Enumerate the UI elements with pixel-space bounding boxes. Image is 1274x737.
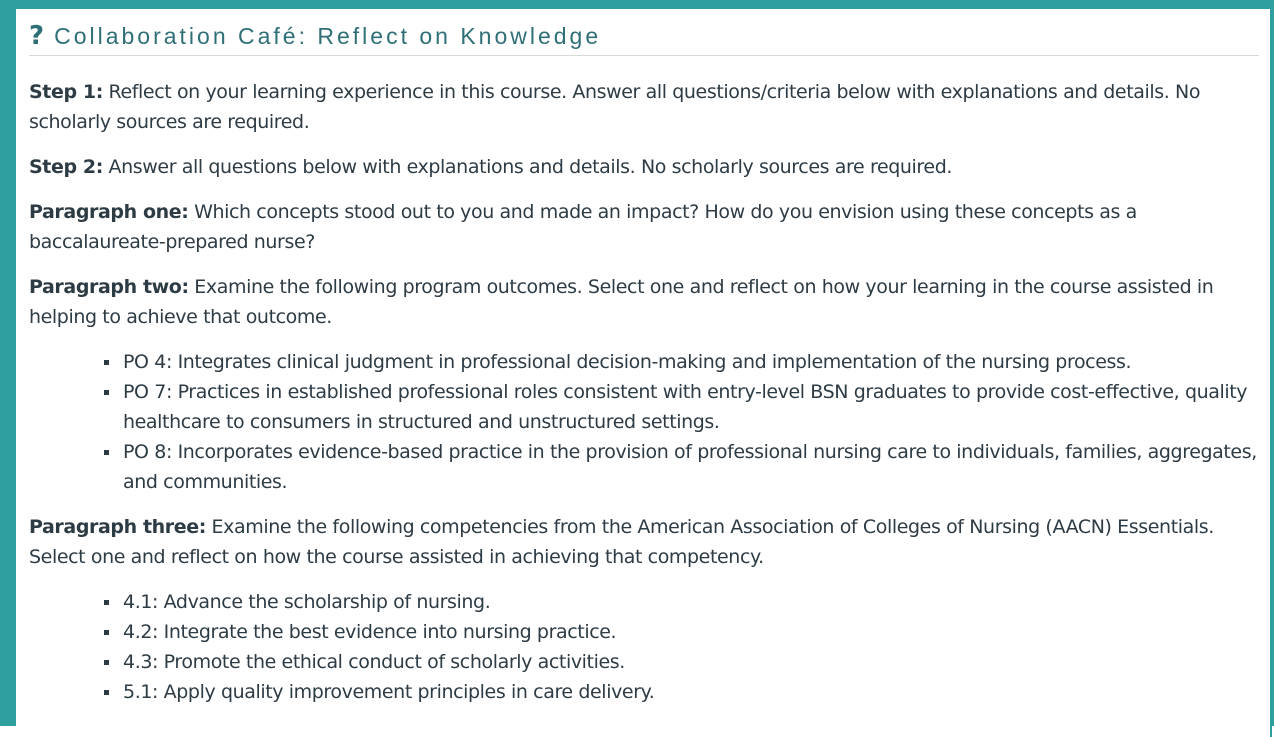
paragraph-two [29, 272, 1259, 332]
paragraph-one-label: Paragraph one: [29, 201, 189, 223]
paragraph-two-text: Examine the following program outcomes. Select one and reflect on how your learning in the course assisted in helping to achieve that outcome. [29, 276, 1214, 328]
content-panel [16, 7, 1272, 737]
step-2-text: Answer all questions below with explanations and details. No scholarly sources are required. [102, 156, 952, 178]
step-1 [29, 77, 1259, 137]
step-1-label: Step 1: [29, 81, 103, 103]
paragraph-three [29, 512, 1259, 572]
list-item: 4.1: Advance the scholarship of nursing. [123, 587, 1259, 617]
step-2 [29, 152, 1259, 182]
paragraph-one-text: Which concepts stood out to you and made an impact? How do you envision using these concepts as a baccalaureate-prepared nurse? [29, 201, 1137, 253]
paragraph-three-text: Examine the following competencies from the American Association of Colleges of Nursing (AACN) Essentials. Select one and reflect on how the course assisted in achieving that competency. [29, 516, 1214, 568]
list-item: 4.3: Promote the ethical conduct of scholarly activities. [123, 647, 1259, 677]
list-item: 4.2: Integrate the best evidence into nursing practice. [123, 617, 1259, 647]
step-1-text: Reflect on your learning experience in this course. Answer all questions/criteria below with explanations and details. No scholarly sources are required. [29, 81, 1201, 133]
program-outcomes-list [80, 347, 1259, 497]
page-header [29, 17, 1259, 56]
step-2-label: Step 2: [29, 156, 103, 178]
list-item: PO 4: Integrates clinical judgment in professional decision-making and implementation of the nursing process. [123, 347, 1259, 377]
assignment-content [29, 77, 1259, 722]
list-item: PO 7: Practices in established professional roles consistent with entry-level BSN graduates to provide cost-effective, quality healthcare to consumers in structured and unstructured settings. [123, 377, 1259, 437]
list-item: PO 8: Incorporates evidence-based practice in the provision of professional nursing care to individuals, families, aggregates, and communities. [123, 437, 1259, 497]
page-title: Collaboration Café: Reflect on Knowledge [54, 22, 602, 49]
paragraph-two-label: Paragraph two: [29, 276, 189, 298]
competencies-list [80, 587, 1259, 707]
question-icon: ? [29, 21, 45, 51]
paragraph-one [29, 197, 1259, 257]
paragraph-three-label: Paragraph three: [29, 516, 206, 538]
list-item: 5.1: Apply quality improvement principles in care delivery. [123, 677, 1259, 707]
